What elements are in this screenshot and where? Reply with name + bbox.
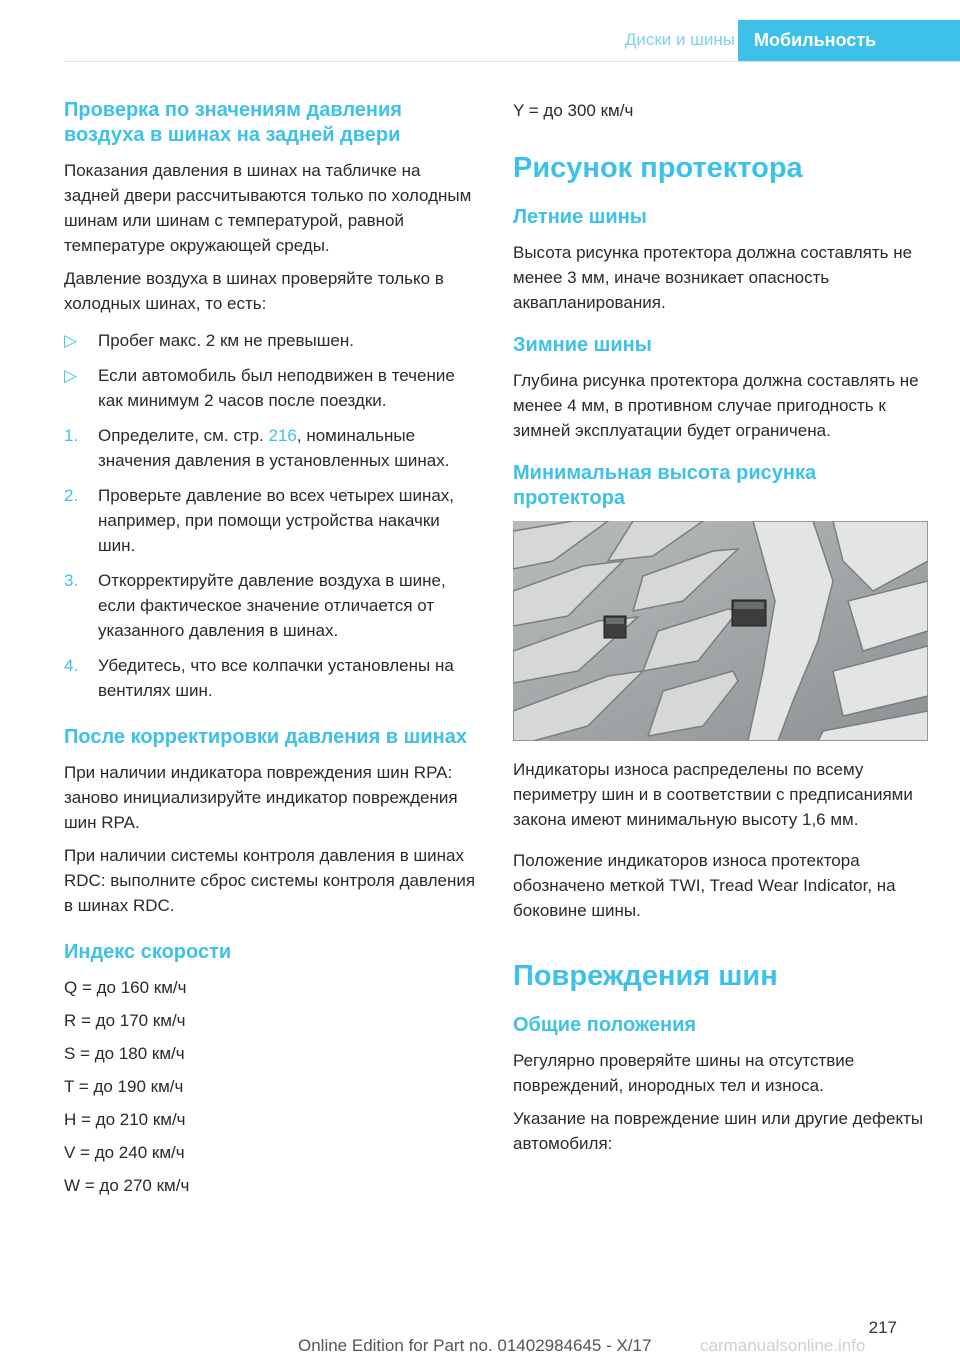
paragraph-summer: Высота рисунка протектора должна составлять не менее 3 мм, иначе возникает опасность аквапланирования.	[513, 243, 913, 312]
heading-check-door: Проверка по значениям давления воздуха в шинах на задней двери	[64, 99, 402, 146]
step-number: 3.	[64, 571, 79, 590]
edition-footer: Online Edition for Part no. 01402984645 - X/17	[298, 1336, 652, 1355]
tread-wear-indicator-image	[513, 521, 928, 741]
step-text: Убедитесь, что все колпачки установлены на вентилях шин.	[98, 656, 454, 700]
bullet-text: Если автомобиль был неподвижен в течение как минимум 2 часов после поездки.	[98, 366, 455, 410]
watermark: carmanualsonline.info	[700, 1336, 866, 1355]
step-item	[64, 653, 476, 703]
step-text-rest: , номинальные значения давления в установленных шинах.	[98, 426, 450, 470]
page-number: 217	[868, 1318, 897, 1337]
header-divider	[64, 61, 960, 62]
step-text: Проверьте давление во всех четырех шинах, например, при помощи устройства накачки шин.	[98, 486, 455, 555]
speed-index-item: Q = до 160 км/ч	[64, 978, 187, 997]
list-item	[64, 328, 476, 353]
paragraph-after-1: При наличии индикатора повреждения шин RPA: заново инициализируйте индикатор повреждения шин RPA.	[64, 763, 458, 832]
speed-index-list	[64, 975, 476, 1198]
speed-index-item: Y = до 300 км/ч	[513, 101, 634, 120]
step-item	[64, 568, 476, 643]
left-column	[64, 98, 476, 1206]
paragraph-general-1: Регулярно проверяйте шины на отсутствие повреждений, инородных тел и износа.	[513, 1051, 855, 1095]
paragraph-general-2: Указание на повреждение шин или другие дефекты автомобиля:	[513, 1109, 924, 1153]
step-item	[64, 483, 476, 558]
right-column	[513, 98, 928, 1164]
heading-tire-damage: Повреждения шин	[513, 960, 778, 992]
step-number: 2.	[64, 486, 79, 505]
speed-index-item: S = до 180 км/ч	[64, 1044, 185, 1063]
page-link[interactable]: 216	[268, 426, 297, 445]
speed-index-item: T = до 190 км/ч	[64, 1077, 184, 1096]
header-section-title: Диски и шины	[624, 30, 735, 49]
speed-index-item: W = до 270 км/ч	[64, 1176, 190, 1195]
bullet-triangle-icon: ▷	[64, 331, 78, 350]
paragraph-check-1: Показания давления в шинах на табличке на задней двери рассчитываются только по холодным шинам или шинам с температурой, равной температуре окружающей среды.	[64, 161, 472, 255]
heading-min-tread-depth: Минимальная высота рисунка протектора	[513, 462, 817, 509]
bullet-triangle-icon: ▷	[64, 366, 78, 385]
paragraph-indicators: Индикаторы износа распределены по всему периметру шин и в соответствии с предписаниями закона имеют минимальную высоту 1,6 мм.	[513, 760, 913, 829]
step-text: Определите, см. стр.	[98, 426, 269, 445]
heading-tread-pattern: Рисунок протектора	[513, 152, 803, 184]
heading-speed-index: Индекс скорости	[64, 941, 232, 963]
speed-index-item: V = до 240 км/ч	[64, 1143, 185, 1162]
step-number: 4.	[64, 656, 79, 675]
speed-index-item: R = до 170 км/ч	[64, 1011, 186, 1030]
heading-general: Общие положения	[513, 1014, 697, 1036]
paragraph-check-2: Давление воздуха в шинах проверяйте только в холодных шинах, то есть:	[64, 269, 444, 313]
bullet-text: Пробег макс. 2 км не превышен.	[98, 331, 354, 350]
heading-winter-tires: Зимние шины	[513, 334, 652, 356]
step-text: Откорректируйте давление воздуха в шине, если фактическое значение отличается от указанного давления в шинах.	[98, 571, 446, 640]
heading-summer-tires: Летние шины	[513, 206, 647, 228]
step-number: 1.	[64, 426, 79, 445]
page-header	[0, 0, 960, 62]
list-item	[64, 363, 476, 413]
speed-index-item: H = до 210 км/ч	[64, 1110, 186, 1129]
heading-after-correction: После корректировки давления в шинах	[64, 726, 467, 748]
header-chapter-tab: Мобильность	[738, 20, 960, 61]
paragraph-after-2: При наличии системы контроля давления в шинах RDC: выполните сброс системы контроля давления в шинах RDC.	[64, 846, 476, 915]
paragraph-twi: Положение индикаторов износа протектора обозначено меткой TWI, Tread Wear Indicator, на боковине шины.	[513, 851, 896, 920]
step-item	[64, 423, 476, 473]
paragraph-winter: Глубина рисунка протектора должна составлять не менее 4 мм, в противном случае пригодность к зимней эксплуатации будет ограничена.	[513, 371, 919, 440]
